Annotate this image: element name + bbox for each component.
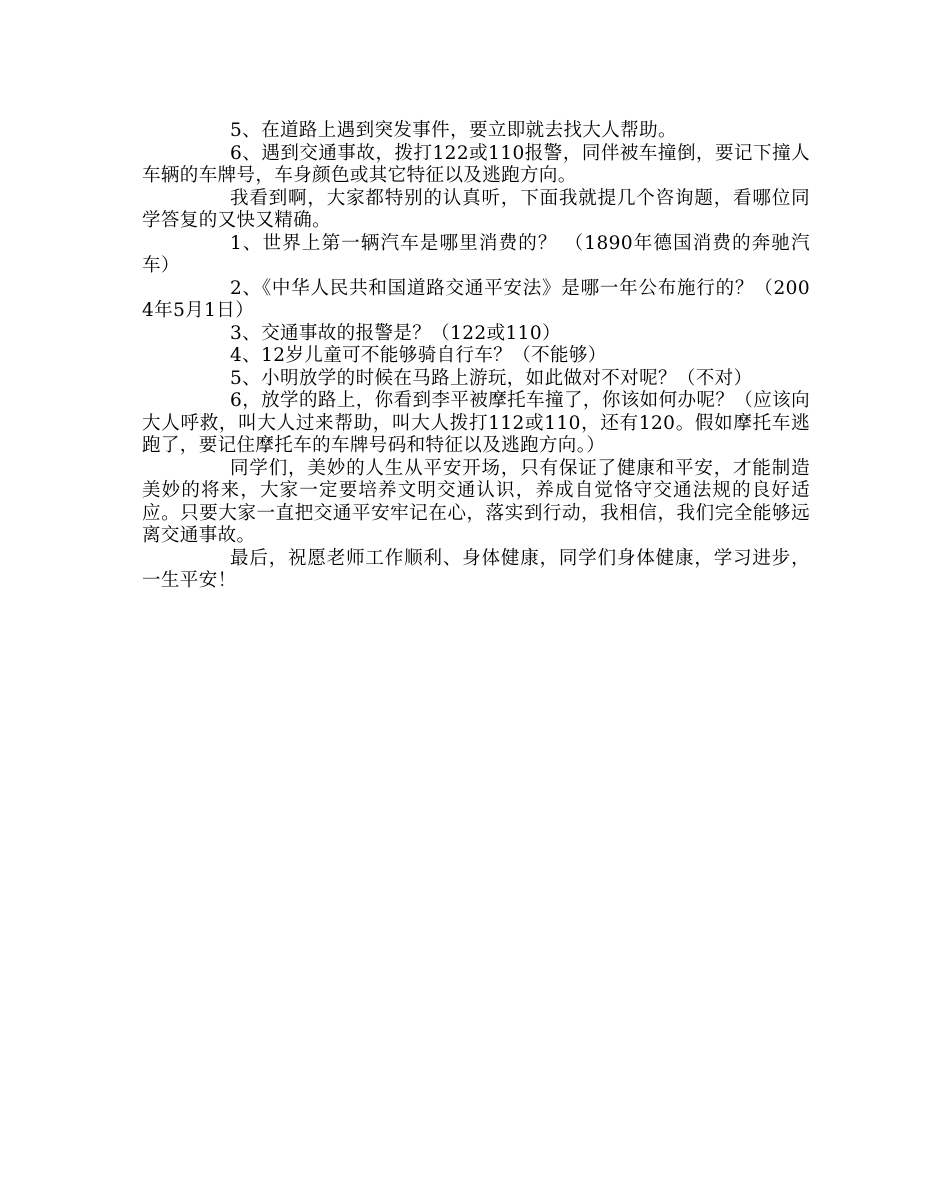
paragraph-conclusion: 同学们，美妙的人生从平安开场，只有保证了健康和平安，才能制造美妙的将来，大家一定要培养文明交通认识，养成自觉恪守交通法规的良好适应。只要大家一直把交通平安牢记在心，落实到行动，我相信，我们完全能够远离交通事故。 — [142, 457, 810, 546]
paragraph-question-3: 3、交通事故的报警是？（122或110） — [230, 322, 561, 344]
paragraph-question-6: 6，放学的路上，你看到李平被摩托车撞了，你该如何办呢？（应该向大人呼救，叫大人过来帮助，叫大人拨打112或110，还有120。假如摩托车逃跑了，要记住摩托车的车牌号码和特征以及逃跑方向。） — [142, 390, 810, 456]
paragraph-tip-6: 6、遇到交通事故，拨打122或110报警，同伴被车撞倒，要记下撞人车辆的车牌号，车身颜色或其它特征以及逃跑方向。 — [142, 142, 810, 186]
paragraph-closing-wishes: 最后，祝愿老师工作顺利、身体健康，同学们身体健康，学习进步，一生平安！ — [142, 547, 810, 591]
paragraph-question-1: 1、世界上第一辆汽车是哪里消费的？ （1890年德国消费的奔驰汽车） — [142, 232, 810, 276]
document-body — [142, 120, 810, 593]
paragraph-question-2: 2、《中华人民共和国道路交通平安法》是哪一年公布施行的？（2004年5月1日） — [142, 277, 810, 321]
paragraph-question-4: 4、12岁儿童可不能够骑自行车？（不能够） — [230, 345, 607, 366]
paragraph-tip-5: 5、在道路上遇到突发事件，要立即就去找大人帮助。 — [230, 120, 677, 141]
paragraph-quiz-intro: 我看到啊，大家都特别的认真听，下面我就提几个咨询题，看哪位同学答复的又快又精确。 — [142, 187, 810, 231]
paragraph-question-5: 5、小明放学的时候在马路上游玩，如此做对不对呢？（不对） — [230, 367, 753, 389]
